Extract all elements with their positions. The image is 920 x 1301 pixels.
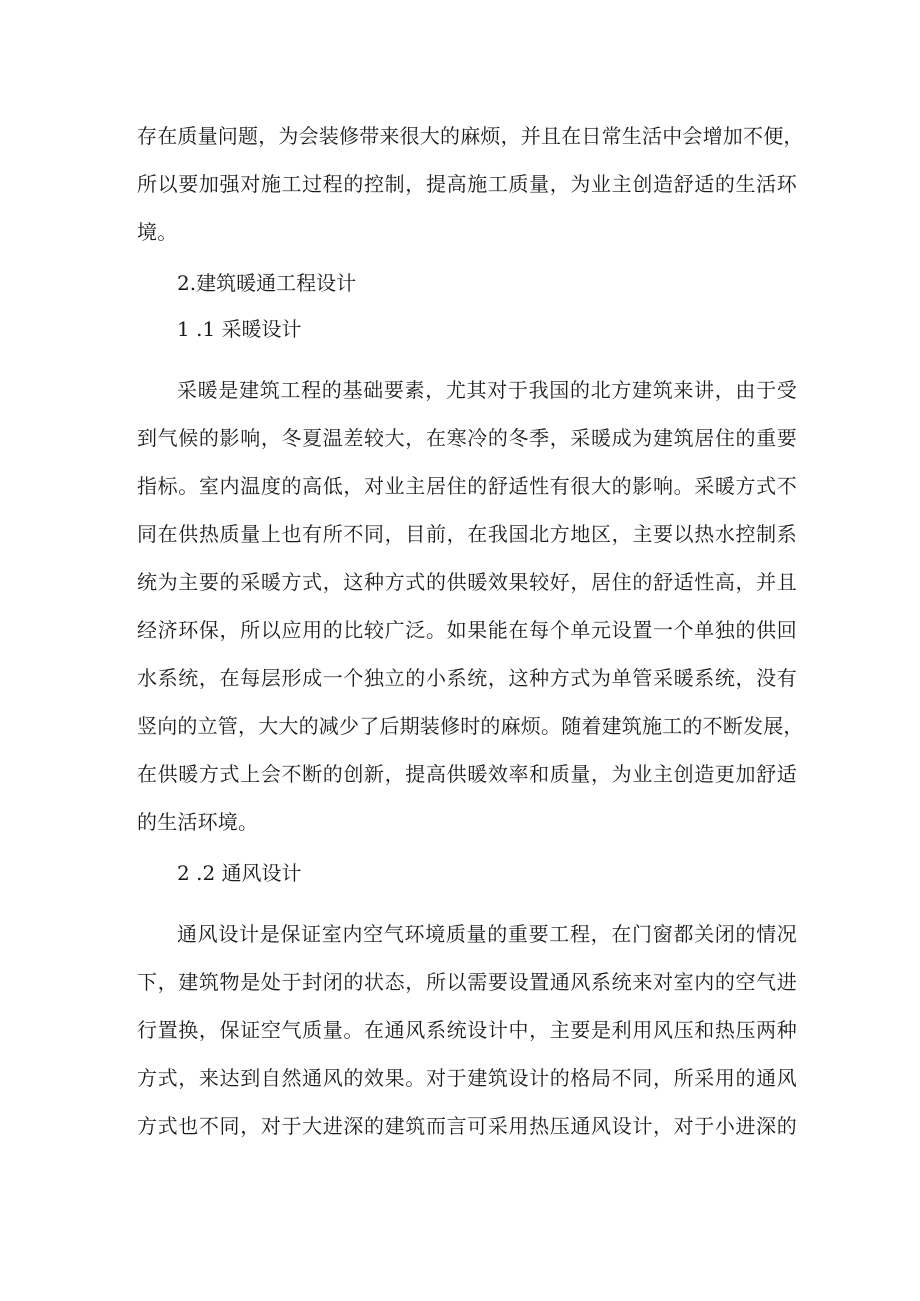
paragraph-line: 采暖是建筑工程的基础要素，尤其对于我国的北方建筑来讲，由于受: [177, 378, 797, 402]
paragraph-line: 水系统，在每层形成一个独立的小系统，这种方式为单管采暖系统，没有: [137, 666, 797, 690]
section-heading: 2.建筑暖通工程设计: [177, 271, 357, 295]
paragraph-line: 存在质量问题，为会装修带来很大的麻烦，并且在日常生活中会增加不便，: [137, 124, 804, 148]
paragraph-line: 的生活环境。: [137, 810, 259, 834]
paragraph-line: 所以要加强对施工过程的控制，提高施工质量，为业主创造舒适的生活环: [137, 172, 797, 196]
paragraph-line: 同在供热质量上也有所不同，目前，在我国北方地区，主要以热水控制系: [137, 522, 797, 546]
subsection-heading-heating: 1 .1 采暖设计: [177, 317, 302, 341]
document-page: [137, 112, 804, 1150]
paragraph-line: 竖向的立管，大大的减少了后期装修时的麻烦。随着建筑施工的不断发展，: [137, 714, 804, 738]
paragraph-line: 方式，来达到自然通风的效果。对于建筑设计的格局不同，所采用的通风: [137, 1066, 797, 1090]
paragraph-line: 在供暖方式上会不断的创新，提高供暖效率和质量，为业主创造更加舒适: [137, 762, 797, 786]
paragraph-line: 统为主要的采暖方式，这种方式的供暖效果较好，居住的舒适性高，并且: [137, 570, 797, 594]
paragraph-line: 方式也不同，对于大进深的建筑而言可采用热压通风设计，对于小进深的: [137, 1114, 797, 1138]
subsection-heading-ventilation: 2 .2 通风设计: [177, 861, 302, 885]
paragraph-line: 下，建筑物是处于封闭的状态，所以需要设置通风系统来对室内的空气进: [137, 970, 797, 994]
paragraph-line: 到气候的影响，冬夏温差较大，在寒冷的冬季，采暖成为建筑居住的重要: [137, 426, 797, 450]
paragraph-line: 行置换，保证空气质量。在通风系统设计中，主要是利用风压和热压两种: [137, 1018, 797, 1042]
paragraph-line: 境。: [137, 220, 178, 244]
paragraph-line: 通风设计是保证室内空气环境质量的重要工程，在门窗都关闭的情况: [177, 922, 797, 946]
intro-paragraph: [137, 112, 804, 256]
paragraph-line: 经济环保，所以应用的比较广泛。如果能在每个单元设置一个单独的供回: [137, 618, 797, 642]
heating-paragraph: [137, 366, 804, 846]
paragraph-line: 指标。室内温度的高低，对业主居住的舒适性有很大的影响。采暖方式不: [137, 474, 797, 498]
ventilation-paragraph: [137, 910, 797, 1150]
